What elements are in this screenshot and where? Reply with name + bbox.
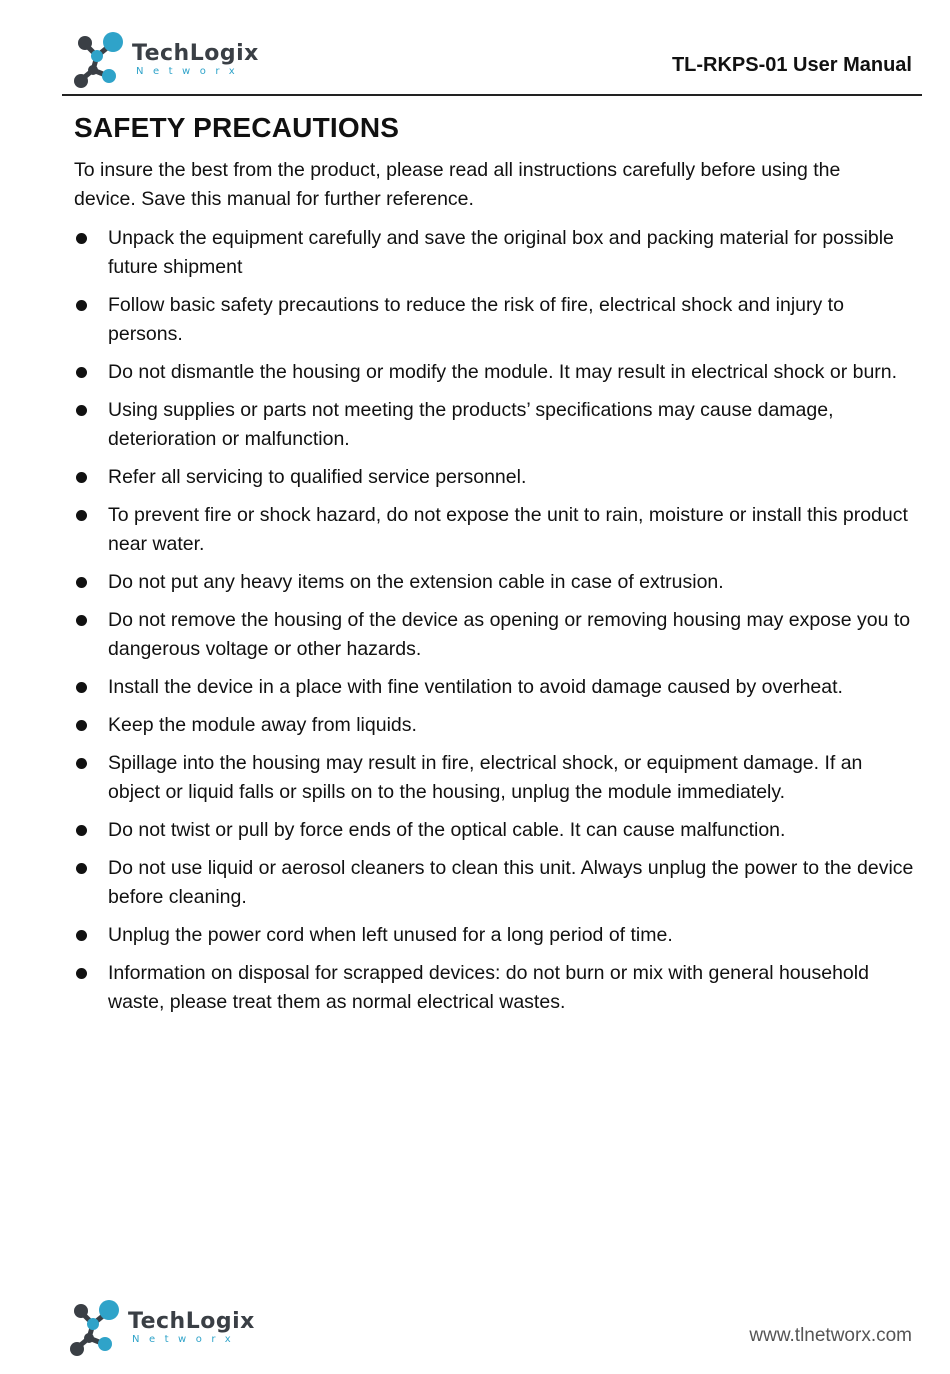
bullet-icon <box>76 863 87 874</box>
list-item <box>74 711 914 740</box>
list-item-text: Do not use liquid or aerosol cleaners to clean this unit. Always unplug the power to the device before cleaning. <box>108 857 914 908</box>
list-item <box>74 959 914 1017</box>
bullet-icon <box>76 510 87 521</box>
list-item-text: Do not put any heavy items on the extension cable in case of extrusion. <box>108 571 724 593</box>
bullet-icon <box>76 367 87 378</box>
logo-subtitle: Networx <box>132 1334 241 1345</box>
list-item <box>74 396 914 454</box>
intro-paragraph: To insure the best from the product, please read all instructions carefully before using the device. Save this manual for further reference. <box>74 159 841 210</box>
document-title: TL-RKPS-01 User Manual <box>671 54 912 76</box>
list-item-text: To prevent fire or shock hazard, do not expose the unit to rain, moisture or install this product near water. <box>108 504 908 555</box>
header-logo <box>72 30 259 90</box>
list-item-text: Install the device in a place with fine ventilation to avoid damage caused by overheat. <box>108 676 843 698</box>
list-item-text: Information on disposal for scrapped devices: do not burn or mix with general household waste, please treat them as normal electrical wastes. <box>108 962 869 1013</box>
bullet-icon <box>76 720 87 731</box>
bullet-icon <box>76 472 87 483</box>
list-item-text: Do not twist or pull by force ends of the optical cable. It can cause malfunction. <box>108 819 786 841</box>
techlogix-molecule-icon <box>72 30 126 90</box>
list-item <box>74 501 914 559</box>
list-item-text: Refer all servicing to qualified service personnel. <box>108 466 527 488</box>
logo-name: TechLogix <box>128 1309 255 1334</box>
list-item <box>74 816 914 845</box>
list-item <box>74 358 914 387</box>
list-item <box>74 673 914 702</box>
techlogix-molecule-icon <box>68 1298 122 1358</box>
list-item-text: Do not remove the housing of the device as opening or removing housing may expose you to dangerous voltage or other hazards. <box>108 609 911 660</box>
list-item <box>74 463 914 492</box>
header-divider <box>62 94 922 96</box>
section-heading: SAFETY PRECAUTIONS <box>74 112 400 143</box>
list-item <box>74 224 914 282</box>
bullet-icon <box>76 300 87 311</box>
bullet-icon <box>76 930 87 941</box>
footer-logo <box>68 1298 255 1358</box>
bullet-icon <box>76 968 87 979</box>
list-item-text: Keep the module away from liquids. <box>108 714 417 736</box>
list-item-text: Follow basic safety precautions to reduce the risk of fire, electrical shock and injury to persons. <box>108 294 844 345</box>
bullet-icon <box>76 405 87 416</box>
precautions-list <box>74 224 914 1026</box>
list-item-text: Spillage into the housing may result in fire, electrical shock, or equipment damage. If an object or liquid falls or spills on to the housing, unplug the module immediately. <box>108 752 863 803</box>
bullet-icon <box>76 577 87 588</box>
list-item <box>74 921 914 950</box>
list-item <box>74 291 914 349</box>
list-item-text: Using supplies or parts not meeting the products’ specifications may cause damage, deterioration or malfunction. <box>108 399 834 450</box>
list-item <box>74 606 914 664</box>
bullet-icon <box>76 682 87 693</box>
bullet-icon <box>76 825 87 836</box>
list-item-text: Do not dismantle the housing or modify the module. It may result in electrical shock or burn. <box>108 361 898 383</box>
footer-website-link[interactable]: www.tlnetworx.com <box>749 1325 912 1346</box>
bullet-icon <box>76 233 87 244</box>
list-item <box>74 749 914 807</box>
bullet-icon <box>76 615 87 626</box>
list-item-text: Unplug the power cord when left unused for a long period of time. <box>108 924 673 946</box>
logo-subtitle: Networx <box>136 66 245 77</box>
list-item <box>74 854 914 912</box>
list-item-text: Unpack the equipment carefully and save the original box and packing material for possible future shipment <box>108 227 894 278</box>
list-item <box>74 568 914 597</box>
logo-name: TechLogix <box>132 41 259 66</box>
bullet-icon <box>76 758 87 769</box>
